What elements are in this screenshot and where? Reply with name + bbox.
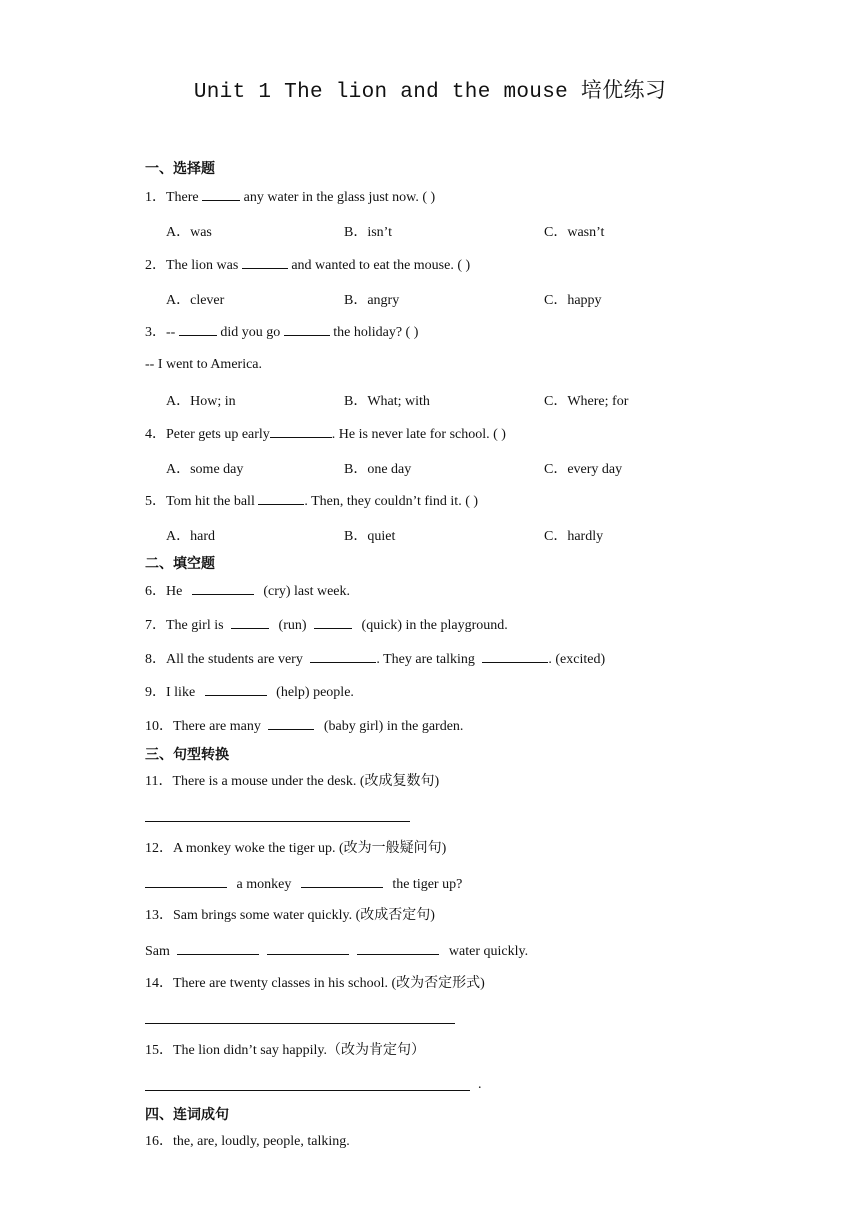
question-3 [145,322,418,342]
answer-blank[interactable] [242,255,288,269]
question-2 [145,255,470,275]
question-number: 3． [145,325,166,340]
answer-blank[interactable] [267,941,349,955]
answer-blank[interactable] [192,581,254,595]
answer-blank[interactable] [202,187,240,201]
option-b[interactable]: B．isn’t [344,225,392,240]
question-9 [145,682,354,702]
question-7 [145,615,508,635]
q1-text-b: any water in the glass just now. ( ) [240,190,436,205]
q3-text-a: -- [166,325,179,340]
q15-text: The lion didn’t say happily.（改为肯定句） [173,1043,425,1058]
section-heading-fill-in: 二、填空题 [145,556,215,572]
q12-answer-row [145,874,462,894]
answer-blank[interactable] [314,615,352,629]
q5-text-b: . Then, they couldn’t find it. ( ) [304,494,479,509]
option-a[interactable]: A．How; in [166,394,236,409]
q6-text-a: He [166,584,186,599]
question-5 [145,491,478,511]
question-16 [145,1133,350,1151]
question-1 [145,187,435,207]
option-b[interactable]: B．What; with [344,394,430,409]
q2-text-a: The lion was [166,258,242,273]
q2-text-b: and wanted to eat the mouse. ( ) [287,258,471,273]
question-12 [145,840,446,858]
section-heading-choice: 一、选择题 [145,161,215,177]
answer-blank[interactable] [310,649,376,663]
question-number: 15． [145,1043,173,1058]
option-b[interactable]: B．one day [344,462,412,477]
question-4 [145,424,506,444]
question-13 [145,907,435,925]
answer-blank[interactable] [258,491,304,505]
option-c[interactable]: C．Where; for [544,394,629,409]
q4-text-a: Peter gets up early [166,427,270,442]
question-8 [145,649,605,669]
q8-text-a: All the students are very [166,652,307,667]
option-a[interactable]: A．some day [166,462,244,477]
answer-blank[interactable] [284,322,330,336]
q5-text-a: Tom hit the ball [166,494,259,509]
q10-text-b: (baby girl) in the garden. [320,719,464,734]
q3-text-b: did you go [216,325,284,340]
q8-text-b: . They are talking [376,652,479,667]
q12-text: A monkey woke the tiger up. (改为一般疑问句) [173,841,447,856]
option-c[interactable]: C．every day [544,462,623,477]
q13-answer-row [145,941,528,961]
question-number: 4． [145,427,166,442]
question-number: 9． [145,685,166,700]
answer-line[interactable] [145,1022,455,1024]
q11-text: There is a mouse under the desk. (改成复数句) [172,774,440,789]
q13-text-b: water quickly. [445,944,529,959]
question-number: 14． [145,976,173,991]
q12-text-b: the tiger up? [388,877,463,892]
answer-blank[interactable] [179,322,217,336]
question-15 [145,1042,425,1060]
q6-text-b: (cry) last week. [259,584,351,599]
option-c[interactable]: C．wasn’t [544,225,605,240]
question-number: 5． [145,494,166,509]
section-heading-word-order: 四、连词成句 [145,1107,229,1123]
q7-text-b: (run) [275,618,311,633]
q13-text-a: Sam [145,944,174,959]
answer-blank[interactable] [205,682,267,696]
option-b[interactable]: B．angry [344,293,400,308]
q13-text: Sam brings some water quickly. (改成否定句) [173,908,435,923]
q3-text-c: the holiday? ( ) [329,325,419,340]
answer-blank[interactable] [231,615,269,629]
q15-end-period: . [478,1077,482,1092]
answer-line[interactable] [145,1089,470,1091]
q10-text-a: There are many [173,719,265,734]
answer-blank[interactable] [145,874,227,888]
question-10 [145,716,463,736]
question-number: 2． [145,258,166,273]
q14-text: There are twenty classes in his school. (改为否定形式) [173,976,485,991]
answer-blank[interactable] [482,649,548,663]
answer-blank[interactable] [177,941,259,955]
question-number: 1． [145,190,166,205]
q8-text-c: . (excited) [548,652,606,667]
option-b[interactable]: B．quiet [344,529,396,544]
q16-text: the, are, loudly, people, talking. [173,1134,350,1149]
question-number: 6． [145,584,166,599]
answer-blank[interactable] [270,424,332,438]
option-c[interactable]: C．hardly [544,529,604,544]
q12-text-a: a monkey [233,877,295,892]
question-6 [145,581,350,601]
section-heading-transform: 三、句型转换 [145,747,229,763]
question-number: 16． [145,1134,173,1149]
answer-line[interactable] [145,820,410,822]
option-a[interactable]: A．was [166,225,212,240]
question-number: 13． [145,908,173,923]
answer-blank[interactable] [268,716,314,730]
q4-text-b: . He is never late for school. ( ) [331,427,506,442]
q3-answer-line: -- I went to America. [145,357,263,372]
q9-text-b: (help) people. [272,685,354,700]
question-number: 7． [145,618,166,633]
answer-blank[interactable] [357,941,439,955]
page-title: Unit 1 The lion and the mouse 培优练习 [193,81,667,104]
q7-text-a: The girl is [166,618,228,633]
q1-text-a: There [166,190,203,205]
question-number: 8． [145,652,166,667]
option-c[interactable]: C．happy [544,293,602,308]
question-14 [145,975,485,993]
question-number: 12． [145,841,173,856]
question-number: 11． [145,774,173,789]
option-a[interactable]: A．hard [166,529,215,544]
answer-blank[interactable] [301,874,383,888]
q7-text-c: (quick) in the playground. [358,618,508,633]
option-a[interactable]: A．clever [166,293,225,308]
q9-text-a: I like [166,685,199,700]
question-number: 10． [145,719,173,734]
question-11 [145,773,439,791]
